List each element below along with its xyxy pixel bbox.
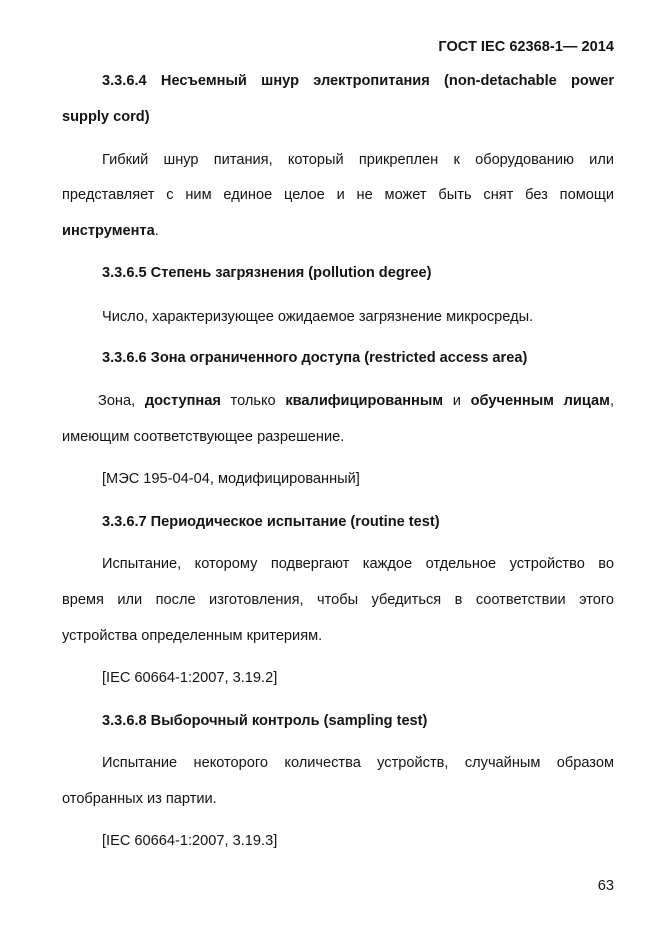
term-bold: инструмента xyxy=(62,223,155,239)
section-heading-3-3-6-7: 3.3.6.7 Периодическое испытание (routine test) xyxy=(102,514,440,530)
paragraph-line: отобранных из партии. xyxy=(62,791,217,807)
term-bold: доступная xyxy=(144,393,221,409)
section-heading-3-3-6-8: 3.3.6.8 Выборочный контроль (sampling test) xyxy=(102,713,428,729)
text-span: и xyxy=(443,393,471,409)
section-heading-3-3-6-4: 3.3.6.4 Несъемный шнур электропитания (non-detachable power xyxy=(102,73,614,89)
paragraph-line: Число, характеризующее ожидаемое загрязнение микросреды. xyxy=(102,309,534,325)
paragraph-line: время или после изготовления, чтобы убедиться в соответствии этого xyxy=(62,592,614,608)
reference: [МЭС 195-04-04, модифицированный] xyxy=(102,471,360,487)
text-span: только xyxy=(220,393,286,409)
reference: [IEC 60664-1:2007, 3.19.2] xyxy=(102,670,278,686)
punctuation: . xyxy=(154,223,159,239)
paragraph-line: Гибкий шнур питания, который прикреплен к оборудованию или xyxy=(102,152,614,168)
document-id: ГОСТ IEC 62368-1— 2014 xyxy=(438,39,614,55)
paragraph-line: имеющим соответствующее разрешение. xyxy=(62,429,345,445)
paragraph-line: Испытание некоторого количества устройств, случайным образом xyxy=(102,755,614,771)
paragraph-line: Испытание, которому подвергают каждое отдельное устройство во xyxy=(102,556,614,572)
paragraph-line: представляет с ним единое целое и не может быть снят без помощи xyxy=(62,187,614,203)
text-span: , xyxy=(609,393,615,409)
term-bold: обученным лицам xyxy=(470,393,610,409)
section-heading-3-3-6-5: 3.3.6.5 Степень загрязнения (pollution degree) xyxy=(102,265,432,281)
page-number: 63 xyxy=(597,878,614,894)
reference: [IEC 60664-1:2007, 3.19.3] xyxy=(102,833,278,849)
paragraph-line: устройства определенным критериям. xyxy=(62,628,323,644)
section-heading-3-3-6-4-cont: supply cord) xyxy=(62,109,150,125)
paragraph-line xyxy=(62,222,159,240)
section-heading-3-3-6-6: 3.3.6.6 Зона ограниченного доступа (restricted access area) xyxy=(102,350,528,366)
term-bold: квалифицированным xyxy=(285,393,444,409)
paragraph-line xyxy=(98,392,614,410)
text-span: Зона, xyxy=(98,393,145,409)
